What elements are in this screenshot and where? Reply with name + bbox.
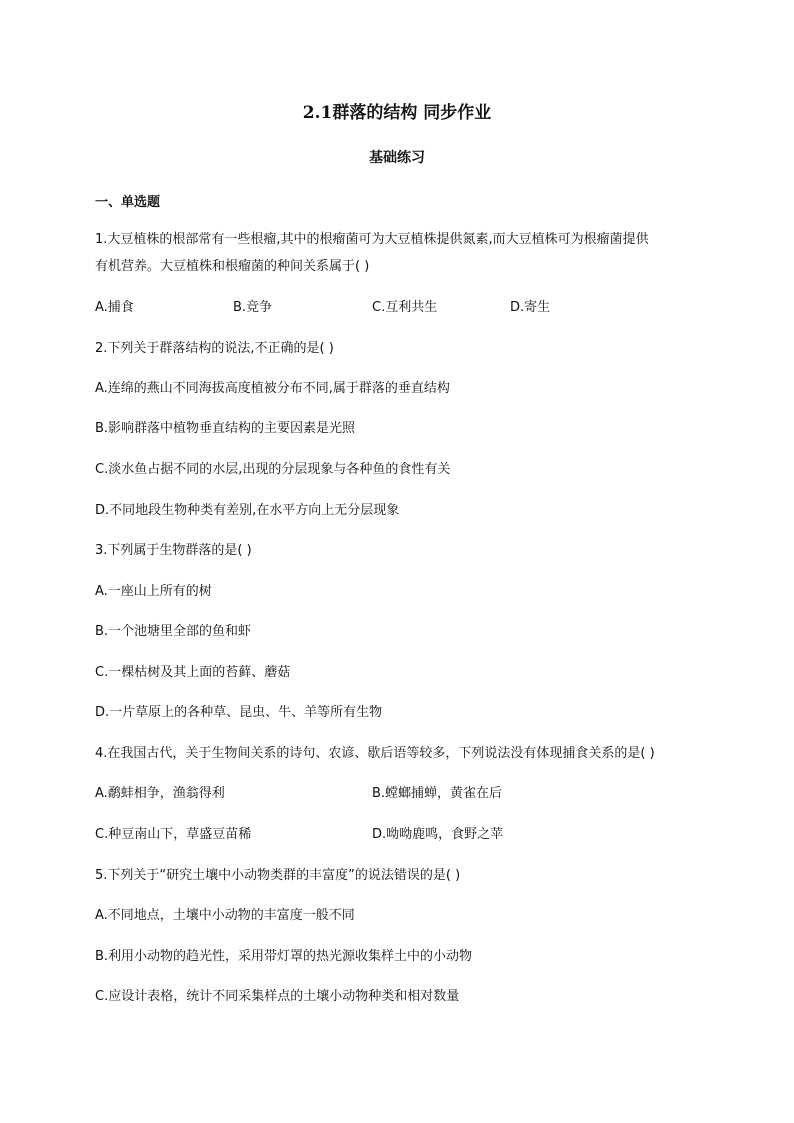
question-5-stem: 5.下列关于“研究土壤中小动物类群的丰富度”的说法错误的是( ) — [95, 868, 461, 883]
question-1-stem-line-1: 1.大豆植株的根部常有一些根瘤,其中的根瘤菌可为大豆植株提供氮素,而大豆植株可为根瘤菌提供 — [95, 232, 649, 247]
question-3-option-c: C.一棵枯树及其上面的苔藓、蘑菇 — [95, 665, 291, 680]
question-3-stem: 3.下列属于生物群落的是( ) — [95, 543, 252, 558]
question-2-option-b: B.影响群落中植物垂直结构的主要因素是光照 — [95, 421, 356, 436]
question-3-option-a: A.一座山上所有的树 — [95, 584, 212, 599]
question-1-option-a: A.捕食 — [95, 300, 134, 315]
question-1-option-d: D.寄生 — [510, 300, 551, 315]
document-title: 2.1群落的结构 同步作业 — [302, 103, 492, 123]
document-subtitle: 基础练习 — [369, 150, 425, 166]
question-3-option-b: B.一个池塘里全部的鱼和虾 — [95, 624, 252, 639]
question-2-option-a: A.连绵的燕山不同海拔高度植被分布不同,属于群落的垂直结构 — [95, 381, 450, 396]
question-4-stem: 4.在我国古代，关于生物间关系的诗句、农谚、歇后语等较多，下列说法没有体现捕食关系的是( ) — [95, 746, 655, 761]
question-1-stem-line-2: 有机营养。大豆植株和根瘤菌的种间关系属于( ) — [95, 259, 370, 274]
question-4-option-c: C.种豆南山下，草盛豆苗稀 — [95, 827, 252, 842]
question-4-option-a: A.鹬蚌相争，渔翁得利 — [95, 786, 225, 801]
question-4-option-b: B.螳螂捕蝉，黄雀在后 — [372, 786, 503, 801]
question-3-option-d: D.一片草原上的各种草、昆虫、牛、羊等所有生物 — [95, 705, 383, 720]
question-1-option-c: C.互利共生 — [372, 300, 438, 315]
question-5-option-c: C.应设计表格，统计不同采集样点的土壤小动物种类和相对数量 — [95, 989, 460, 1004]
question-1-option-b: B.竞争 — [233, 300, 273, 315]
question-4-option-d: D.呦呦鹿鸣，食野之苹 — [372, 827, 504, 842]
question-5-option-b: B.利用小动物的趋光性，采用带灯罩的热光源收集样土中的小动物 — [95, 949, 473, 964]
question-2-option-c: C.淡水鱼占据不同的水层,出现的分层现象与各种鱼的食性有关 — [95, 462, 451, 477]
section-heading: 一、单选题 — [95, 195, 161, 210]
question-2-option-d: D.不同地段生物种类有差别,在水平方向上无分层现象 — [95, 503, 400, 518]
question-5-option-a: A.不同地点，土壤中小动物的丰富度一般不同 — [95, 908, 355, 923]
question-2-stem: 2.下列关于群落结构的说法,不正确的是( ) — [95, 341, 334, 356]
